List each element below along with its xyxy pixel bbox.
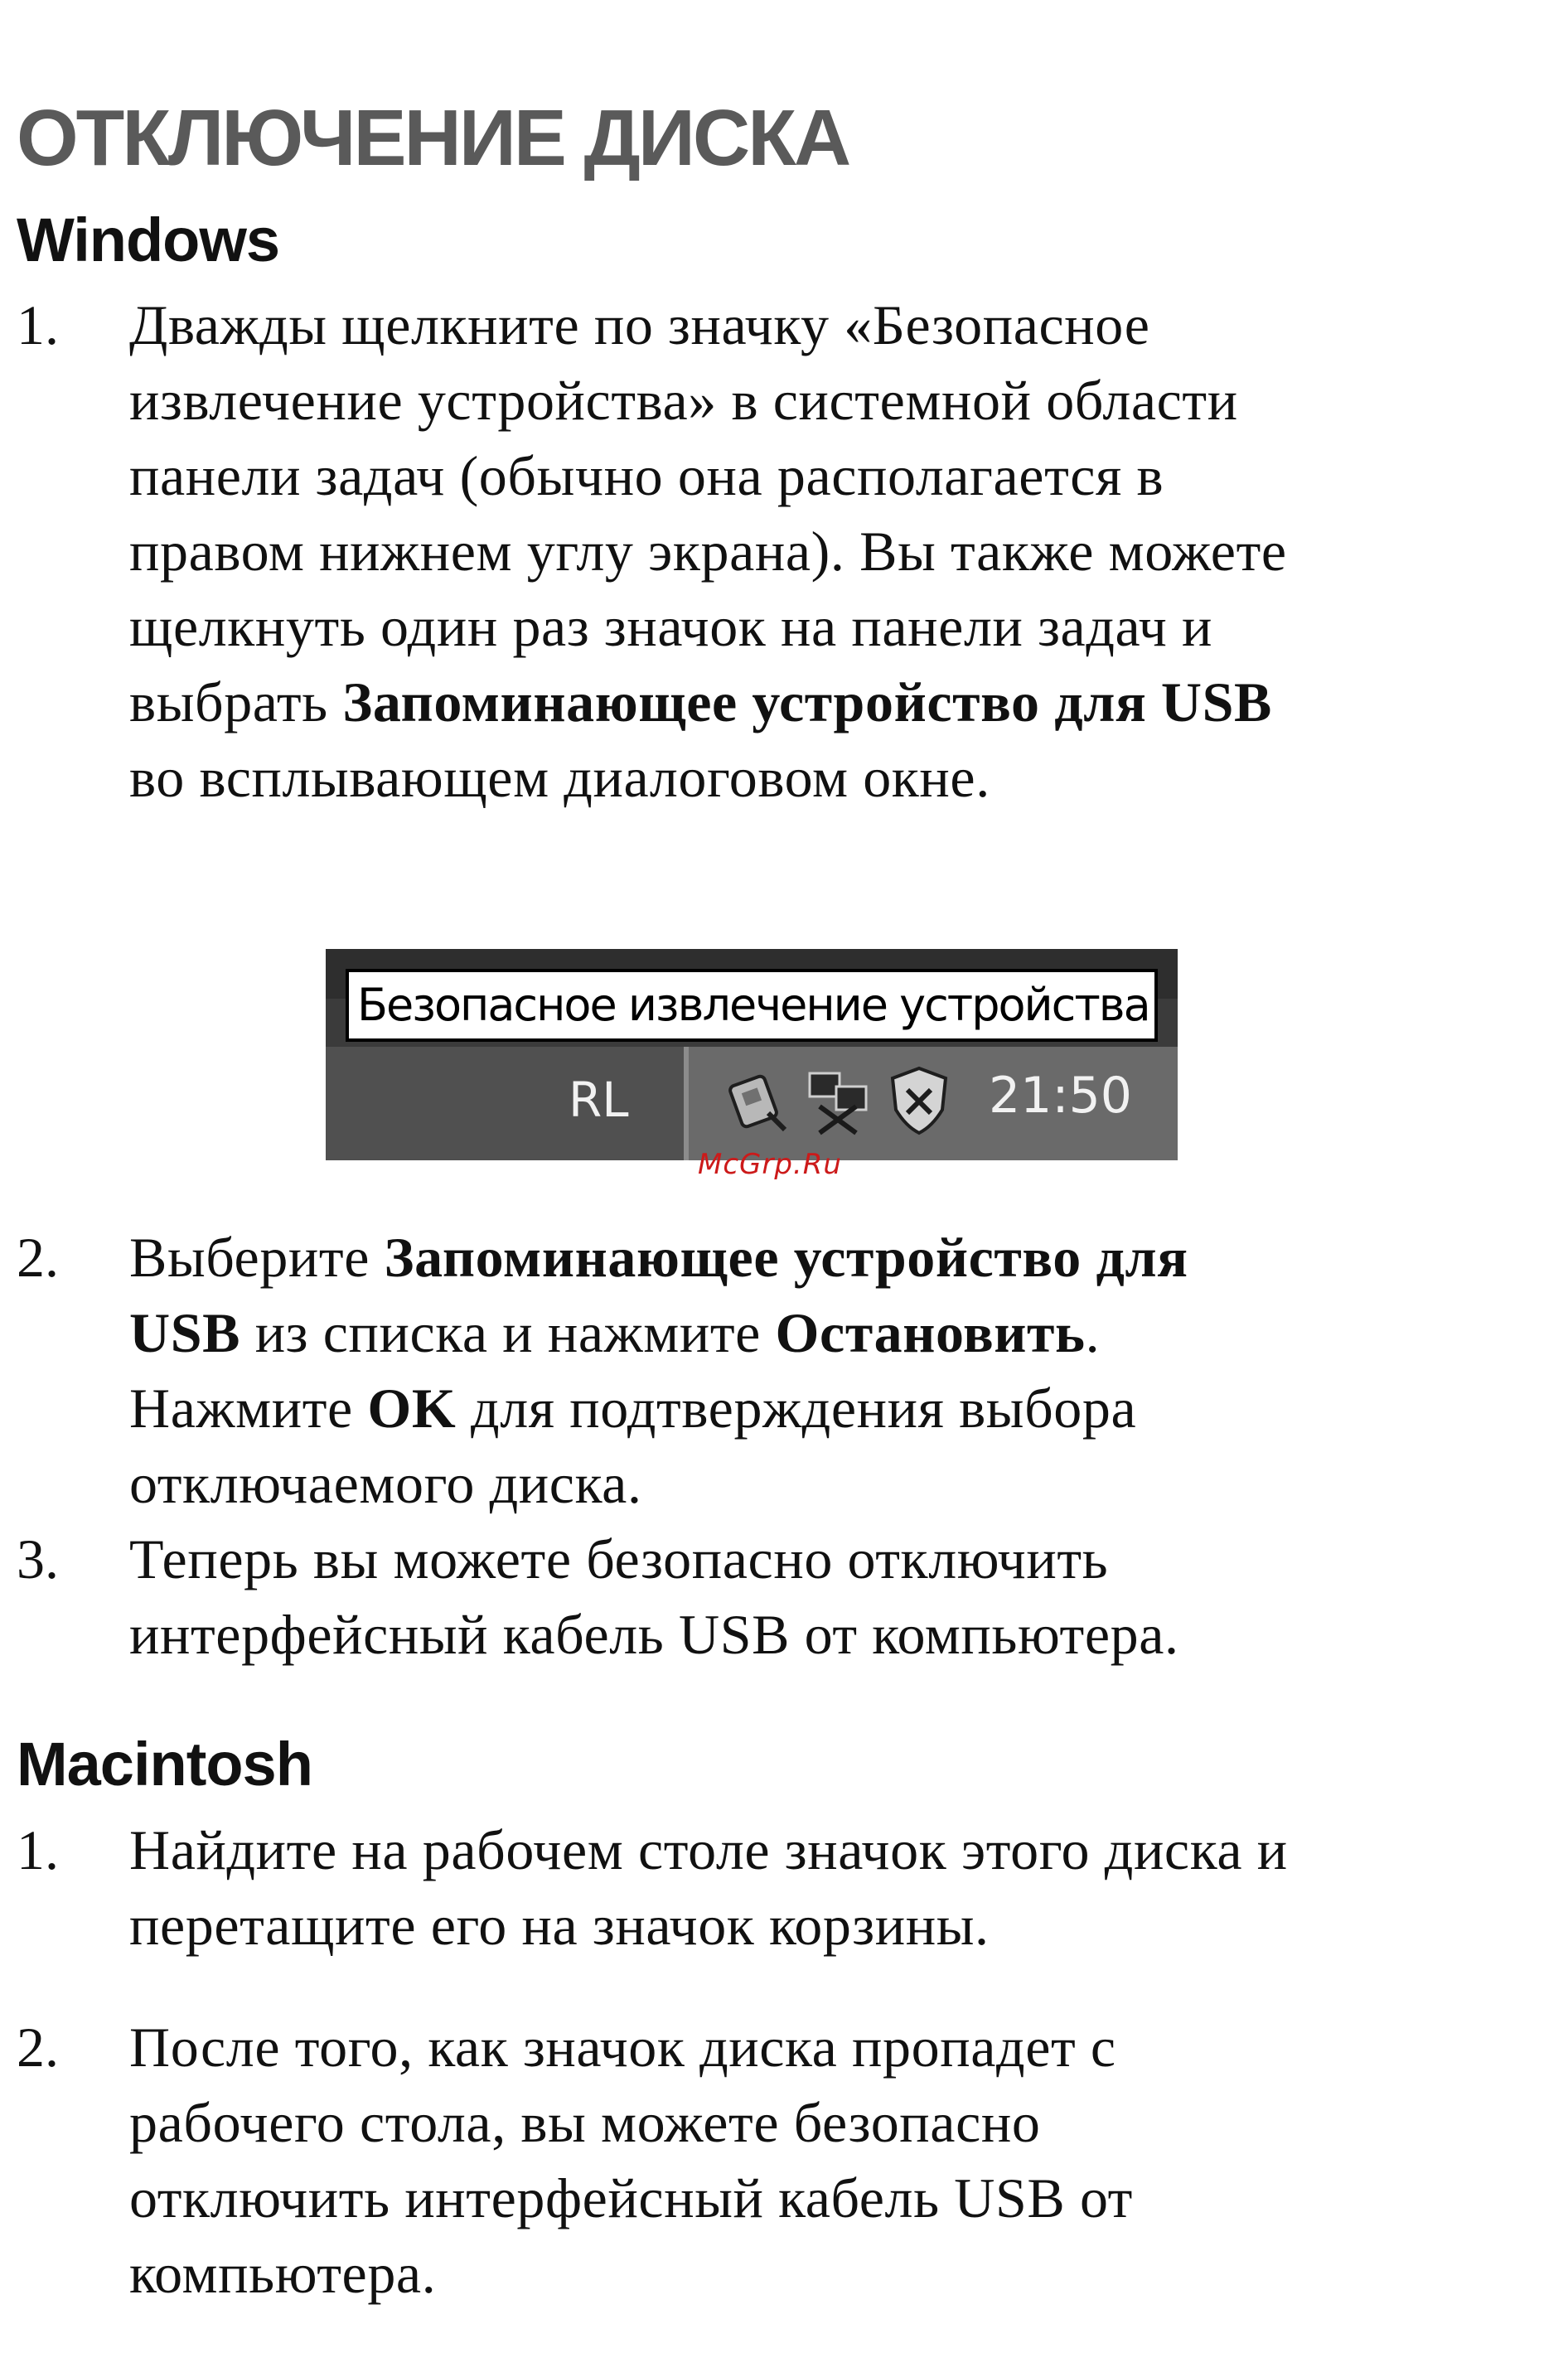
taskbar-screenshot: [326, 949, 1178, 1160]
step-line: [129, 1295, 1538, 1371]
step-text: [129, 1522, 1538, 1673]
step-number: 2.: [17, 2016, 59, 2079]
tray-clock[interactable]: 21:50: [989, 1067, 1132, 1125]
tray-tooltip: Безопасное извлечение устройства: [346, 969, 1158, 1042]
step-number: 1.: [17, 293, 59, 356]
language-indicator[interactable]: RL: [569, 1072, 629, 1128]
step-line: панели задач (обычно она располагается в: [129, 444, 1164, 507]
step-text: [129, 288, 1538, 816]
usb-device-name: Запоминающее устройство для: [384, 1226, 1188, 1289]
step-text-segment: для подтверждения выбора: [456, 1377, 1137, 1440]
step-line: Найдите на рабочем столе значок этого диска и: [129, 1818, 1288, 1881]
taskbar-area: [326, 1047, 684, 1160]
step-text: [129, 2010, 1538, 2311]
windows-heading: Windows: [17, 206, 280, 274]
step-text: [129, 1220, 1538, 1522]
page-title: ОТКЛЮЧЕНИЕ ДИСКА: [17, 94, 849, 182]
step-line: [129, 1371, 1538, 1446]
step-line: правом нижнем углу экрана). Вы также можете: [129, 520, 1287, 583]
step-line: перетащите его на значок корзины.: [129, 1894, 990, 1957]
step-line: [129, 665, 1538, 740]
stop-button-label: Остановить: [775, 1301, 1086, 1364]
step-line: Дважды щелкните по значку «Безопасное: [129, 293, 1150, 356]
step-line: отключить интерфейсный кабель USB от: [129, 2166, 1134, 2229]
step-line: компьютера.: [129, 2242, 437, 2305]
step-line: во всплывающем диалоговом окне.: [129, 746, 990, 809]
macintosh-heading: Macintosh: [17, 1730, 312, 1798]
step-number: 2.: [17, 1226, 59, 1289]
usb-device-name-end: USB: [129, 1301, 241, 1364]
step-line: Теперь вы можете безопасно отключить: [129, 1527, 1109, 1590]
step-line: рабочего стола, вы можете безопасно: [129, 2091, 1041, 2154]
safely-remove-hardware-icon[interactable]: [722, 1063, 795, 1136]
network-icon[interactable]: [803, 1063, 876, 1136]
step-number: 3.: [17, 1527, 59, 1590]
security-shield-icon[interactable]: [883, 1063, 956, 1136]
step-line: После того, как значок диска пропадет с: [129, 2016, 1116, 2079]
step-number: 1.: [17, 1818, 59, 1881]
usb-device-name: Запоминающее устройство для USB: [342, 670, 1273, 733]
ok-button-label: OK: [367, 1377, 457, 1440]
step-text-segment: Выберите: [129, 1226, 385, 1289]
step-line: интерфейсный кабель USB от компьютера.: [129, 1603, 1179, 1666]
watermark: McGrp.Ru: [698, 1148, 842, 1181]
step-text: [129, 1813, 1538, 1963]
step-text-segment: выбрать: [129, 670, 343, 733]
step-line: щелкнуть один раз значок на панели задач и: [129, 595, 1212, 658]
step-text-segment: .: [1085, 1301, 1101, 1364]
step-text-segment: из списка и нажмите: [240, 1301, 776, 1364]
step-text-segment: Нажмите: [129, 1377, 368, 1440]
step-line: извлечение устройства» в системной области: [129, 369, 1238, 432]
step-line: отключаемого диска.: [129, 1452, 642, 1515]
step-line: [129, 1220, 1538, 1295]
